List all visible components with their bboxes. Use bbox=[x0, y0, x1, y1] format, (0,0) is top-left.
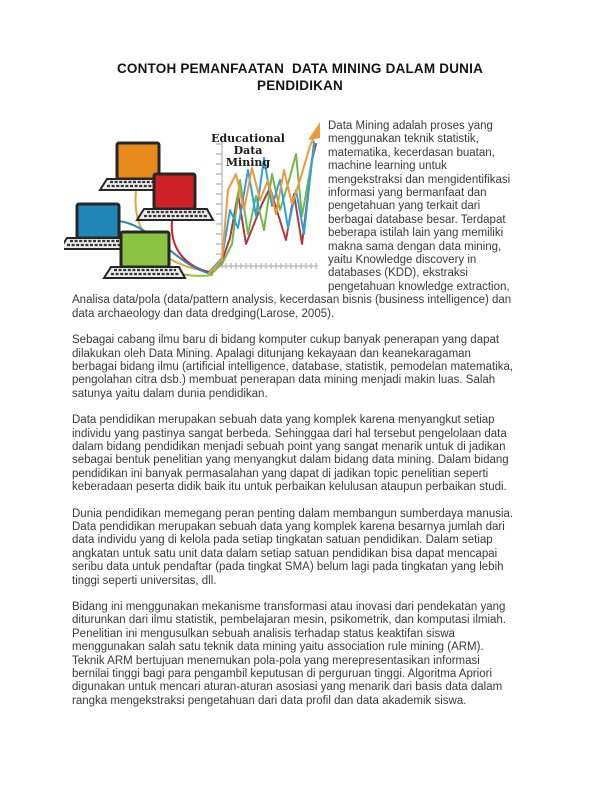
edm-figure bbox=[64, 118, 320, 290]
paragraph-2: Sebagai cabang ilmu baru di bidang komputer cukup banyak penerapan yang dapat dilakukan oleh Data Mining. Apalagi ditunjang kekayaan dan keanekaragaman berbagai bidang ilmu (artificial intelligence, database, statistik, pemodelan matematika, pengolahan citra dsb.) membuat penerapan data mining menjadi makin luas. Salah satunya yaitu dalam dunia pendidikan. bbox=[72, 334, 514, 400]
figure-caption-line-2: Data bbox=[233, 144, 263, 157]
figure-caption-line-3: Mining bbox=[225, 156, 271, 169]
document-body bbox=[72, 120, 514, 708]
figure-caption-line-1: Educational bbox=[211, 132, 285, 145]
paragraph-3: Data pendidikan merupakan sebuah data yang komplek karena menyangkut setiap individu yang pastinya sangat berbeda. Sehinggaa dari hal tersebut pengelolaan data dalam bidang pendidikan menjadi sebuah point yang sangat menarik untuk di jadikan sebagai bentuk penelitian yang menyangkut dalam bidang data mining. Dalam bidang pendidikan ini banyak permasalahan yang dapat di jadikan topic penelitian seperti keberadaan peserta didik baik itu untuk perbaikan kelulusan ataupun perbaikan studi. bbox=[72, 414, 509, 494]
paragraph-1 bbox=[72, 120, 514, 321]
title-line-2: PENDIDIKAN bbox=[256, 78, 343, 93]
paragraph-4: Dunia pendidikan memegang peran penting dalam membangun sumberdaya manusia. Data pendidikan merupakan sebuah data yang komplek karena besarnya jumlah dari data individu yang di kelola pada setiap tingkatan satuan pendidikan. Dalam setiap angkatan untuk satu unit data dalam setiap satuan pendidikan bisa dapat mencapai seribu data untuk pendaftar (pada tingkat SMA) belum lagi pada tingkatan yang lebih tinggi seperti universitas, dll. bbox=[72, 507, 514, 587]
paragraph-1-text: Data Mining adalah proses yang menggunakan teknik statistik, matematika, kecerdasan buatan, machine learning untuk mengekstraksi dan mengidentifikasi informasi yang bermanfaat dan pengetahuan yang terkait dari berbagai database besar. Terdapat beberapa istilah lain yang memiliki makna sama dengan data mining, yaitu Knowledge discovery in databases (KDD), ekstraksi pengetahuan knowledge extraction, Analisa data/pola (data/pattern analysis, kecerdasan bisnis (business intelligence) dan data archaeology dan data dredging(Larose, 2005). bbox=[72, 120, 512, 320]
trend-arrow-icon bbox=[308, 122, 320, 140]
paragraph-5: Bidang ini menggunakan mekanisme transformasi atau inovasi dari pendekatan yang diturunkan dari ilmu statistik, pembelajaran mesin, psikometrik, dan komputasi ilmiah. Penelitian ini mengusulkan sebuah analisis terhadap status keaktifan siswa menggunakan salah satu teknik data mining yaitu association rule mining (ARM). Teknik ARM bertujuan menemukan pola-pola yang merepresentasikan informasi bernilai tinggi bagi para pengambil keputusan di perguruan tinggi. Algoritma Apriori digunakan untuk mencari aturan-aturan asosiasi yang menarik dari basis data dalam rangka mengekstraksi pengetahuan dari data profil dan data akademik siswa. bbox=[72, 601, 506, 707]
title-line-1: CONTOH PEMANFAATAN DATA MINING DALAM DUNIA bbox=[116, 61, 484, 76]
edm-illustration bbox=[64, 118, 320, 290]
page-title bbox=[60, 60, 540, 94]
